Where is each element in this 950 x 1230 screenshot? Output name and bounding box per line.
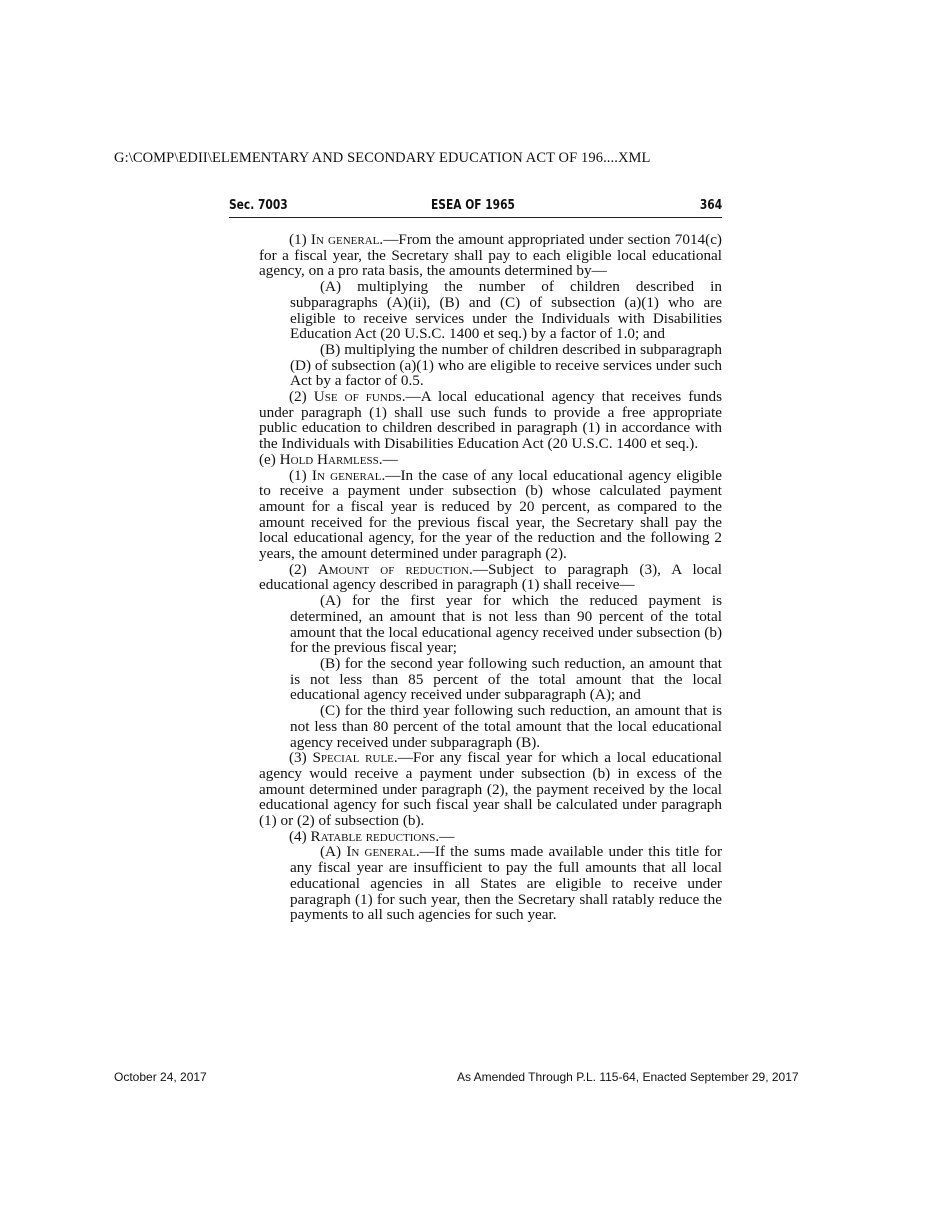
subparagraph-b: (B) multiplying the number of children described in subparagraph (D) of subsection (a)(1) who are eligible to receive services under such Act by a factor of 0.5. (290, 340, 722, 390)
subparagraph-c-third-year: (C) for the third year following such reduction, an amount that is not less than 80 percent of the total amount that the local educational agency received under subparagraph (B). (290, 702, 722, 751)
file-path: G:\COMP\EDII\ELEMENTARY AND SECONDARY EDUCATION ACT OF 196....XML (114, 150, 651, 166)
subparagraph-a: (A) multiplying the number of children described in subparagraphs (A)(ii), (B) and (C) of subsection (a)(1) who are eligible to receive services under the Individuals with Disabilities Education Act (20 U.S.C. 1400 et seq.) by a factor of 1.0; and (290, 278, 722, 343)
subparagraph-a-first-year: (A) for the first year for which the reduced payment is determined, an amount that is not less than 90 percent of the total amount that the local educational agency received under subsection (b) for the previous fiscal year; (290, 592, 722, 657)
footer-date: October 24, 2017 (114, 1070, 207, 1084)
paragraph-4-ratable-reductions: (4) Ratable reductions.— (289, 827, 455, 845)
paragraph-3-special-rule: (3) Special rule.—For any fiscal year for which a local educational agency would receive a payment under subsection (b) in excess of the amount determined under paragraph (2), the payment received by the local educational agency for such fiscal year shall be calculated under paragraph (1) or (2) of subsection (b). (259, 749, 722, 830)
paragraph-2-amount-of-reduction: (2) Amount of reduction.—Subject to paragraph (3), A local educational agency described in paragraph (1) shall receive— (259, 560, 722, 594)
paragraph-1-in-general: (1) In general.—From the amount appropriated under section 7014(c) for a fiscal year, the Secretary shall pay to each eligible local educational agency, on a pro rata basis, the amounts determined by— (259, 231, 722, 280)
subparagraph-b-second-year: (B) for the second year following such reduction, an amount that is not less than 85 percent of the total amount that the local educational agency received under subparagraph (A); and (290, 654, 722, 704)
paragraph-1-in-general-e: (1) In general.—In the case of any local educational agency eligible to receive a payment under subsection (b) whose calculated payment amount for a fiscal year is reduced by 20 percent, as compared to the amount received for the previous fiscal year, the Secretary shall pay the local educational agency, for the year of the reduction and the following 2 years, the amount determined under paragraph (2). (259, 466, 723, 563)
statute-body (259, 232, 722, 923)
running-head-section: Sec. 7003 (229, 198, 288, 213)
subparagraph-a-in-general: (A) In general.—If the sums made available under this title for any fiscal year are insufficient to pay the full amounts that all local educational agencies in all States are eligible to receive under paragraph (1) for such year, then the Secretary shall ratably reduce the payments to all such agencies for such year. (290, 843, 723, 924)
running-head-title: ESEA OF 1965 (431, 198, 515, 213)
running-head-page: 364 (699, 198, 722, 213)
paragraph-2-use-of-funds: (2) Use of funds.—A local educational agency that receives funds under paragraph (1) shall use such funds to provide a free appropriate public education to children described in paragraph (1) in accordance with the Individuals with Disabilities Education Act (20 U.S.C. 1400 et seq.). (259, 388, 722, 453)
subsection-e-hold-harmless: (e) Hold Harmless.— (259, 450, 398, 468)
running-head (229, 198, 722, 218)
footer-amended-note: As Amended Through P.L. 115-64, Enacted September 29, 2017 (457, 1070, 799, 1084)
